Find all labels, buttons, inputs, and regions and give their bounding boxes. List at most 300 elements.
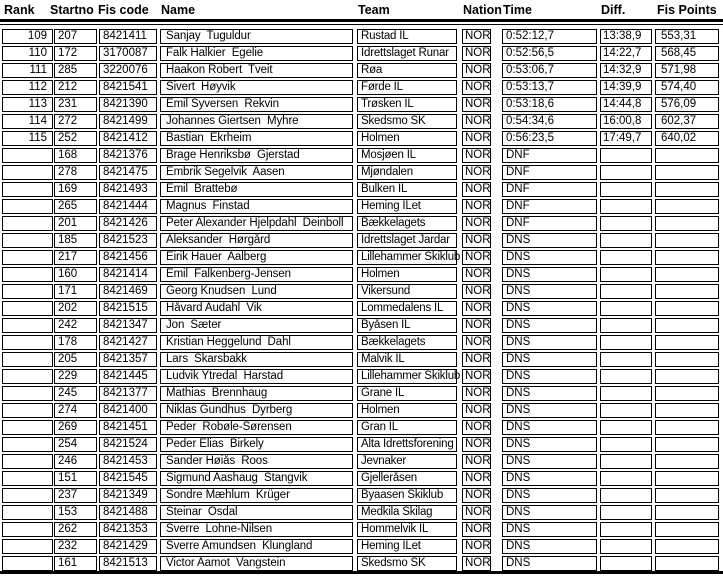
cell-nation: NOR	[462, 267, 491, 282]
cell-nation: NOR	[462, 80, 491, 95]
cell-time: DNS	[502, 420, 597, 435]
cell-nation: NOR	[462, 403, 491, 418]
cell-time: DNS	[502, 267, 597, 282]
cell-startno: 172	[54, 46, 97, 61]
cell-time: 0:53:06,7	[502, 63, 597, 78]
cell-fiscode: 8421412	[99, 131, 157, 146]
cell-team: Grane IL	[357, 386, 457, 401]
cell-name: Ludvik Ytredal Harstad	[160, 369, 353, 384]
cell-rank	[2, 471, 53, 486]
cell-rank	[2, 556, 53, 571]
cell-time: 0:56:23,5	[502, 131, 597, 146]
cell-fispoints	[655, 165, 719, 180]
results-table-body	[2, 29, 723, 573]
cell-nation: NOR	[462, 488, 491, 503]
cell-time: DNS	[502, 471, 597, 486]
table-row	[2, 199, 723, 214]
table-row	[2, 369, 723, 384]
cell-rank	[2, 284, 53, 299]
cell-diff	[600, 369, 652, 384]
cell-team: Holmen	[357, 403, 457, 418]
table-row	[2, 216, 723, 231]
column-header-nation: Nation	[463, 3, 502, 17]
cell-fiscode: 8421400	[99, 403, 157, 418]
cell-fiscode: 8421469	[99, 284, 157, 299]
cell-diff	[600, 165, 652, 180]
cell-fispoints: 574,40	[655, 80, 719, 95]
cell-time: 0:53:13,7	[502, 80, 597, 95]
cell-team: Medkila Skilag	[357, 505, 457, 520]
cell-fiscode: 3170087	[99, 46, 157, 61]
cell-time: DNS	[502, 301, 597, 316]
cell-rank	[2, 165, 53, 180]
cell-startno: 246	[54, 454, 97, 469]
cell-time: DNS	[502, 233, 597, 248]
cell-diff	[600, 267, 652, 282]
cell-rank	[2, 318, 53, 333]
cell-fispoints	[655, 386, 719, 401]
cell-fispoints	[655, 403, 719, 418]
cell-startno: 274	[54, 403, 97, 418]
cell-name: Sivert Høyvik	[160, 80, 353, 95]
cell-team: Mosjøen IL	[357, 148, 457, 163]
cell-time: DNF	[502, 165, 597, 180]
cell-team: Idrettslaget Runar	[357, 46, 457, 61]
cell-startno: 161	[54, 556, 97, 571]
cell-team: Alta Idrettsforening	[357, 437, 457, 452]
cell-diff	[600, 556, 652, 571]
column-header-fispoints: Fis Points	[657, 3, 717, 17]
cell-fiscode: 8421411	[99, 29, 157, 44]
cell-fiscode: 3220076	[99, 63, 157, 78]
cell-diff	[600, 182, 652, 197]
cell-fispoints	[655, 556, 719, 571]
cell-nation: NOR	[462, 199, 491, 214]
cell-nation: NOR	[462, 539, 491, 554]
cell-startno: 171	[54, 284, 97, 299]
cell-rank: 114	[2, 114, 53, 129]
cell-name: Brage Henriksbø Gjerstad	[160, 148, 353, 163]
cell-name: Aleksander Hørgård	[160, 233, 353, 248]
cell-time: DNS	[502, 352, 597, 367]
table-row	[2, 437, 723, 452]
column-header-startno: Startno	[50, 3, 94, 17]
cell-nation: NOR	[462, 250, 491, 265]
cell-fispoints	[655, 216, 719, 231]
cell-fispoints	[655, 284, 719, 299]
cell-nation: NOR	[462, 454, 491, 469]
cell-nation: NOR	[462, 437, 491, 452]
cell-rank	[2, 420, 53, 435]
cell-fiscode: 8421444	[99, 199, 157, 214]
cell-fiscode: 8421414	[99, 267, 157, 282]
cell-startno: 229	[54, 369, 97, 384]
cell-fispoints	[655, 539, 719, 554]
cell-team: Rustad IL	[357, 29, 457, 44]
cell-fiscode: 8421390	[99, 97, 157, 112]
cell-fispoints	[655, 250, 719, 265]
cell-rank	[2, 335, 53, 350]
cell-name: Kristian Heggelund Dahl	[160, 335, 353, 350]
table-row	[2, 80, 723, 95]
cell-fispoints	[655, 267, 719, 282]
cell-fiscode: 8421524	[99, 437, 157, 452]
table-row	[2, 335, 723, 350]
cell-rank	[2, 454, 53, 469]
cell-diff	[600, 403, 652, 418]
cell-name: Sander Høiås Roos	[160, 454, 353, 469]
cell-time: DNS	[502, 284, 597, 299]
cell-fispoints	[655, 505, 719, 520]
cell-name: Peder Elias Birkely	[160, 437, 353, 452]
cell-nation: NOR	[462, 471, 491, 486]
cell-name: Lars Skarsbakk	[160, 352, 353, 367]
cell-time: DNF	[502, 148, 597, 163]
cell-nation: NOR	[462, 148, 491, 163]
cell-rank	[2, 403, 53, 418]
cell-name: Emil Falkenberg-Jensen	[160, 267, 353, 282]
column-header-name: Name	[161, 3, 196, 17]
cell-rank	[2, 437, 53, 452]
cell-team: Lillehammer Skiklub	[357, 250, 457, 265]
cell-nation: NOR	[462, 420, 491, 435]
cell-startno: 231	[54, 97, 97, 112]
cell-fispoints	[655, 420, 719, 435]
cell-rank	[2, 488, 53, 503]
cell-diff	[600, 352, 652, 367]
cell-diff: 14:32,9	[600, 63, 652, 78]
cell-rank	[2, 301, 53, 316]
cell-fispoints	[655, 148, 719, 163]
cell-time: 0:54:34,6	[502, 114, 597, 129]
cell-rank	[2, 267, 53, 282]
table-row	[2, 97, 723, 112]
cell-team: Heming ILet	[357, 199, 457, 214]
column-header-diff: Diff.	[601, 3, 626, 17]
column-header-rank: Rank	[4, 3, 35, 17]
table-row	[2, 539, 723, 554]
cell-fiscode: 8421426	[99, 216, 157, 231]
cell-team: Heming ILet	[357, 539, 457, 554]
cell-rank: 110	[2, 46, 53, 61]
cell-name: Falk Halkier Egelie	[160, 46, 353, 61]
header-rule-thick	[0, 19, 723, 22]
cell-rank: 109	[2, 29, 53, 44]
cell-time: DNF	[502, 182, 597, 197]
cell-startno: 262	[54, 522, 97, 537]
cell-fiscode: 8421429	[99, 539, 157, 554]
cell-team: Idrettslaget Jardar	[357, 233, 457, 248]
cell-team: Jevnaker	[357, 454, 457, 469]
table-row	[2, 46, 723, 61]
cell-name: Peter Alexander Hjelpdahl Deinboll	[160, 216, 353, 231]
cell-fiscode: 8421545	[99, 471, 157, 486]
table-row	[2, 318, 723, 333]
cell-startno: 252	[54, 131, 97, 146]
cell-fispoints: 553,31	[655, 29, 719, 44]
cell-startno: 205	[54, 352, 97, 367]
cell-diff	[600, 539, 652, 554]
cell-team: Byåsen IL	[357, 318, 457, 333]
cell-fispoints: 576,09	[655, 97, 719, 112]
cell-name: Peder Robøle-Sørensen	[160, 420, 353, 435]
cell-diff	[600, 216, 652, 231]
cell-fispoints	[655, 352, 719, 367]
cell-name: Bastian Ekrheim	[160, 131, 353, 146]
cell-name: Embrik Segelvik Aasen	[160, 165, 353, 180]
header-rule-thin	[0, 24, 723, 25]
cell-startno: 202	[54, 301, 97, 316]
cell-team: Trøsken IL	[357, 97, 457, 112]
table-row	[2, 471, 723, 486]
cell-rank	[2, 369, 53, 384]
cell-startno: 254	[54, 437, 97, 452]
cell-startno: 151	[54, 471, 97, 486]
column-header-time: Time	[503, 3, 532, 17]
cell-rank	[2, 352, 53, 367]
cell-time: DNS	[502, 505, 597, 520]
cell-team: Vikersund	[357, 284, 457, 299]
cell-name: Magnus Finstad	[160, 199, 353, 214]
cell-name: Haakon Robert Tveit	[160, 63, 353, 78]
cell-team: Førde IL	[357, 80, 457, 95]
cell-time: DNS	[502, 403, 597, 418]
cell-diff: 14:39,9	[600, 80, 652, 95]
cell-nation: NOR	[462, 63, 491, 78]
cell-time: DNF	[502, 216, 597, 231]
cell-diff: 14:44,8	[600, 97, 652, 112]
cell-diff	[600, 335, 652, 350]
cell-time: DNS	[502, 488, 597, 503]
cell-startno: 265	[54, 199, 97, 214]
cell-team: Lillehammer Skiklub	[357, 369, 457, 384]
table-row	[2, 420, 723, 435]
cell-diff	[600, 420, 652, 435]
cell-team: Mjøndalen	[357, 165, 457, 180]
cell-team: Røa	[357, 63, 457, 78]
table-row	[2, 301, 723, 316]
cell-fiscode: 8421445	[99, 369, 157, 384]
cell-team: Lommedalens IL	[357, 301, 457, 316]
cell-team: Bækkelagets	[357, 335, 457, 350]
table-row	[2, 114, 723, 129]
cell-fiscode: 8421427	[99, 335, 157, 350]
cell-fispoints	[655, 199, 719, 214]
table-row	[2, 29, 723, 44]
cell-name: Victor Aamot Vangstein	[160, 556, 353, 571]
cell-rank	[2, 250, 53, 265]
cell-rank	[2, 216, 53, 231]
cell-diff	[600, 284, 652, 299]
cell-diff	[600, 454, 652, 469]
cell-rank	[2, 539, 53, 554]
table-row	[2, 488, 723, 503]
cell-fiscode: 8421513	[99, 556, 157, 571]
cell-rank	[2, 233, 53, 248]
column-header-team: Team	[358, 3, 390, 17]
table-row	[2, 148, 723, 163]
cell-rank	[2, 386, 53, 401]
cell-diff	[600, 505, 652, 520]
cell-fiscode: 8421541	[99, 80, 157, 95]
cell-team: Gjelleråsen	[357, 471, 457, 486]
cell-startno: 232	[54, 539, 97, 554]
table-row	[2, 352, 723, 367]
cell-fiscode: 8421347	[99, 318, 157, 333]
cell-fiscode: 8421456	[99, 250, 157, 265]
cell-diff	[600, 437, 652, 452]
cell-team: Holmen	[357, 267, 457, 282]
cell-time: DNS	[502, 437, 597, 452]
cell-fispoints: 602,37	[655, 114, 719, 129]
cell-team: Bulken IL	[357, 182, 457, 197]
table-row	[2, 182, 723, 197]
cell-rank	[2, 199, 53, 214]
cell-fispoints: 640,02	[655, 131, 719, 146]
cell-time: 0:53:18,6	[502, 97, 597, 112]
cell-fiscode: 8421453	[99, 454, 157, 469]
cell-team: Hommelvik IL	[357, 522, 457, 537]
cell-fiscode: 8421353	[99, 522, 157, 537]
cell-diff	[600, 318, 652, 333]
cell-nation: NOR	[462, 318, 491, 333]
cell-startno: 237	[54, 488, 97, 503]
cell-time: 0:52:12,7	[502, 29, 597, 44]
cell-team: Skedsmo SK	[357, 556, 457, 571]
cell-time: DNS	[502, 539, 597, 554]
table-row	[2, 386, 723, 401]
cell-name: Sanjay Tuguldur	[160, 29, 353, 44]
cell-startno: 217	[54, 250, 97, 265]
cell-diff	[600, 250, 652, 265]
cell-startno: 178	[54, 335, 97, 350]
table-row	[2, 267, 723, 282]
cell-fispoints	[655, 233, 719, 248]
cell-nation: NOR	[462, 352, 491, 367]
cell-diff	[600, 488, 652, 503]
table-row	[2, 403, 723, 418]
column-header-fiscode: Fis code	[98, 3, 149, 17]
cell-startno: 212	[54, 80, 97, 95]
cell-diff	[600, 386, 652, 401]
table-row	[2, 250, 723, 265]
cell-fispoints	[655, 454, 719, 469]
cell-fispoints	[655, 488, 719, 503]
cell-startno: 285	[54, 63, 97, 78]
cell-fiscode: 8421493	[99, 182, 157, 197]
cell-startno: 168	[54, 148, 97, 163]
cell-startno: 272	[54, 114, 97, 129]
cell-fispoints	[655, 471, 719, 486]
cell-time: 0:52:56,5	[502, 46, 597, 61]
cell-fiscode: 8421349	[99, 488, 157, 503]
cell-diff	[600, 522, 652, 537]
cell-team: Byaasen Skiklub	[357, 488, 457, 503]
cell-rank	[2, 522, 53, 537]
cell-fispoints: 571,98	[655, 63, 719, 78]
cell-rank: 113	[2, 97, 53, 112]
cell-team: Holmen	[357, 131, 457, 146]
cell-startno: 245	[54, 386, 97, 401]
cell-name: Niklas Gundhus Dyrberg	[160, 403, 353, 418]
cell-rank: 111	[2, 63, 53, 78]
cell-name: Sverre Lohne-Nilsen	[160, 522, 353, 537]
table-row	[2, 505, 723, 520]
cell-fiscode: 8421475	[99, 165, 157, 180]
table-bottom-rule	[0, 571, 723, 574]
cell-nation: NOR	[462, 335, 491, 350]
cell-name: Sverre Amundsen Klungland	[160, 539, 353, 554]
cell-nation: NOR	[462, 216, 491, 231]
cell-startno: 153	[54, 505, 97, 520]
cell-nation: NOR	[462, 556, 491, 571]
cell-time: DNS	[502, 369, 597, 384]
cell-nation: NOR	[462, 386, 491, 401]
cell-nation: NOR	[462, 46, 491, 61]
table-row	[2, 522, 723, 537]
cell-name: Johannes Giertsen Myhre	[160, 114, 353, 129]
table-row	[2, 63, 723, 78]
cell-nation: NOR	[462, 29, 491, 44]
cell-time: DNS	[502, 250, 597, 265]
cell-time: DNS	[502, 454, 597, 469]
cell-fiscode: 8421488	[99, 505, 157, 520]
cell-name: Georg Knudsen Lund	[160, 284, 353, 299]
cell-rank: 112	[2, 80, 53, 95]
cell-nation: NOR	[462, 522, 491, 537]
cell-nation: NOR	[462, 505, 491, 520]
cell-fispoints: 568,45	[655, 46, 719, 61]
cell-team: Bækkelagets	[357, 216, 457, 231]
cell-diff: 13:38,9	[600, 29, 652, 44]
cell-startno: 201	[54, 216, 97, 231]
cell-diff: 14:22,7	[600, 46, 652, 61]
table-row	[2, 165, 723, 180]
cell-rank	[2, 182, 53, 197]
cell-diff	[600, 199, 652, 214]
cell-nation: NOR	[462, 114, 491, 129]
cell-time: DNS	[502, 386, 597, 401]
cell-time: DNS	[502, 318, 597, 333]
cell-diff: 16:00,8	[600, 114, 652, 129]
cell-fispoints	[655, 369, 719, 384]
cell-team: Skedsmo SK	[357, 114, 457, 129]
table-row	[2, 284, 723, 299]
cell-time: DNF	[502, 199, 597, 214]
cell-fiscode: 8421515	[99, 301, 157, 316]
cell-nation: NOR	[462, 165, 491, 180]
cell-fiscode: 8421523	[99, 233, 157, 248]
cell-time: DNS	[502, 522, 597, 537]
cell-fispoints	[655, 182, 719, 197]
cell-diff	[600, 233, 652, 248]
cell-nation: NOR	[462, 301, 491, 316]
cell-name: Steinar Osdal	[160, 505, 353, 520]
cell-fiscode: 8421451	[99, 420, 157, 435]
cell-name: Sigmund Aashaug Stangvik	[160, 471, 353, 486]
cell-startno: 242	[54, 318, 97, 333]
cell-fispoints	[655, 522, 719, 537]
table-row	[2, 233, 723, 248]
cell-team: Malvik IL	[357, 352, 457, 367]
cell-startno: 185	[54, 233, 97, 248]
cell-fispoints	[655, 318, 719, 333]
cell-fiscode: 8421499	[99, 114, 157, 129]
cell-name: Emil Brattebø	[160, 182, 353, 197]
cell-rank	[2, 505, 53, 520]
cell-name: Håvard Audahl Vik	[160, 301, 353, 316]
cell-rank: 115	[2, 131, 53, 146]
